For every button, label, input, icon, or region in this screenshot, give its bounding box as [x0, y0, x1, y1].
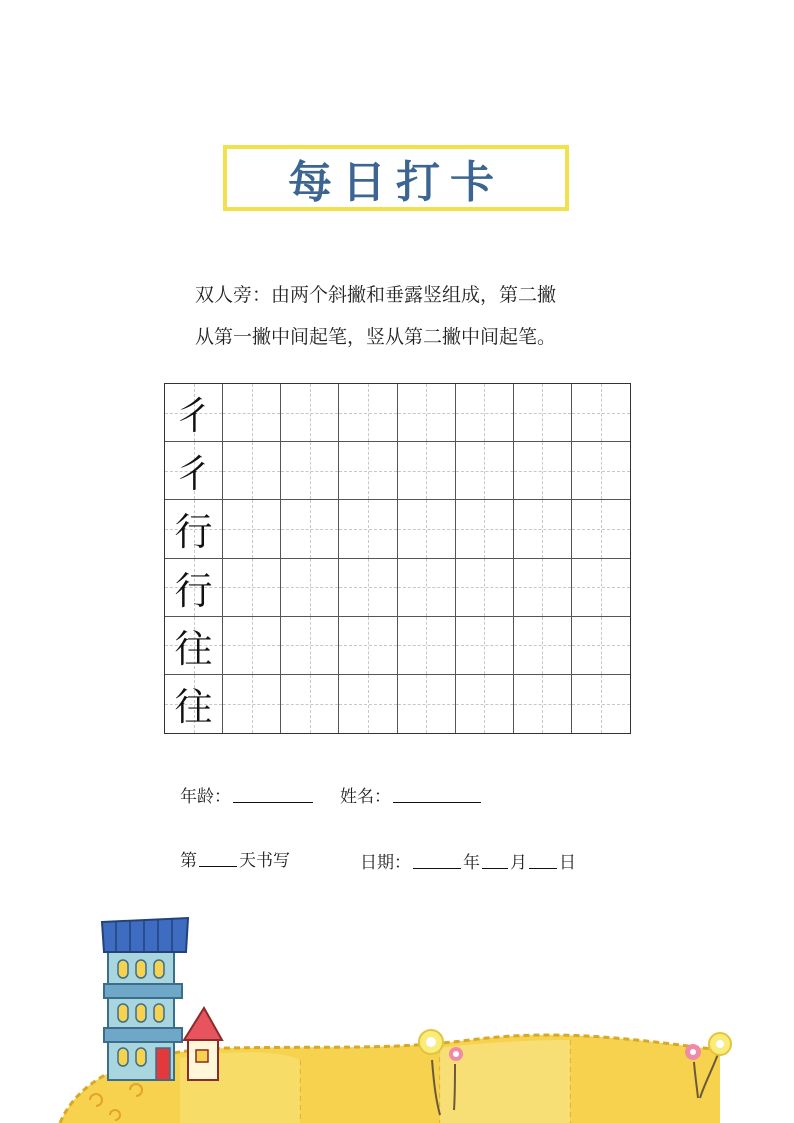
- date-label: 日期：: [360, 853, 411, 873]
- model-char-cell: [165, 559, 223, 617]
- practice-cell[interactable]: [281, 617, 339, 675]
- practice-cell[interactable]: [281, 559, 339, 617]
- age-blank[interactable]: [233, 801, 313, 803]
- title-box: [223, 145, 569, 211]
- date-field: [360, 848, 576, 873]
- name-blank[interactable]: [393, 801, 481, 803]
- model-char-cell: [165, 442, 223, 500]
- practice-cell[interactable]: [339, 675, 397, 733]
- practice-cell[interactable]: [514, 617, 572, 675]
- age-label: 年龄：: [180, 787, 231, 807]
- practice-cell[interactable]: [514, 559, 572, 617]
- practice-cell[interactable]: [281, 442, 339, 500]
- model-char-cell: [165, 500, 223, 558]
- practice-cell[interactable]: [223, 675, 281, 733]
- day-prefix: 第: [180, 851, 197, 871]
- model-character: 彳: [174, 394, 213, 439]
- day-blank[interactable]: [529, 867, 557, 869]
- practice-cell[interactable]: [223, 500, 281, 558]
- practice-cell[interactable]: [456, 559, 514, 617]
- practice-cell[interactable]: [223, 559, 281, 617]
- practice-cell[interactable]: [281, 675, 339, 733]
- practice-cell[interactable]: [514, 675, 572, 733]
- practice-cell[interactable]: [572, 559, 630, 617]
- name-label: 姓名：: [340, 787, 391, 807]
- month-label: 月: [510, 853, 527, 873]
- model-char-cell: [165, 675, 223, 733]
- practice-cell[interactable]: [398, 384, 456, 442]
- page-title: 每日打卡: [288, 157, 504, 208]
- model-character: 行: [174, 510, 213, 555]
- day-count-blank[interactable]: [199, 865, 237, 867]
- name-field: [340, 782, 483, 807]
- model-character: 往: [174, 626, 213, 671]
- practice-cell[interactable]: [339, 500, 397, 558]
- practice-cell[interactable]: [398, 675, 456, 733]
- model-char-cell: [165, 617, 223, 675]
- illustration: [0, 900, 794, 1123]
- description-line-2: 从第一撇中间起笔，竖从第二撇中间起笔。: [195, 326, 557, 348]
- practice-cell[interactable]: [223, 442, 281, 500]
- model-character: 行: [174, 568, 213, 613]
- practice-grid: [164, 383, 631, 734]
- practice-cell[interactable]: [514, 500, 572, 558]
- day-suffix: 天书写: [239, 851, 290, 871]
- practice-cell[interactable]: [572, 442, 630, 500]
- practice-cell[interactable]: [223, 617, 281, 675]
- description-line-1: 双人旁：由两个斜撇和垂露竖组成，第二撇: [195, 284, 557, 306]
- practice-cell[interactable]: [339, 617, 397, 675]
- day-count-field: [180, 846, 290, 871]
- model-character: 往: [174, 685, 213, 730]
- practice-cell[interactable]: [281, 500, 339, 558]
- practice-cell[interactable]: [572, 384, 630, 442]
- practice-cell[interactable]: [281, 384, 339, 442]
- age-field: [180, 782, 315, 807]
- practice-cell[interactable]: [456, 617, 514, 675]
- year-label: 年: [463, 853, 480, 873]
- practice-cell[interactable]: [456, 500, 514, 558]
- practice-cell[interactable]: [339, 559, 397, 617]
- small-house-icon: [184, 1008, 222, 1080]
- practice-cell[interactable]: [572, 500, 630, 558]
- practice-cell[interactable]: [223, 384, 281, 442]
- practice-cell[interactable]: [572, 617, 630, 675]
- practice-cell[interactable]: [339, 442, 397, 500]
- practice-cell[interactable]: [398, 617, 456, 675]
- model-character: 彳: [174, 452, 213, 497]
- year-blank[interactable]: [413, 867, 461, 869]
- practice-cell[interactable]: [456, 442, 514, 500]
- practice-cell[interactable]: [398, 559, 456, 617]
- practice-cell[interactable]: [514, 384, 572, 442]
- practice-cell[interactable]: [398, 500, 456, 558]
- practice-cell[interactable]: [398, 442, 456, 500]
- month-blank[interactable]: [482, 867, 508, 869]
- practice-cell[interactable]: [456, 675, 514, 733]
- model-char-cell: [165, 384, 223, 442]
- practice-cell[interactable]: [514, 442, 572, 500]
- practice-cell[interactable]: [456, 384, 514, 442]
- practice-cell[interactable]: [339, 384, 397, 442]
- day-label: 日: [559, 853, 576, 873]
- practice-cell[interactable]: [572, 675, 630, 733]
